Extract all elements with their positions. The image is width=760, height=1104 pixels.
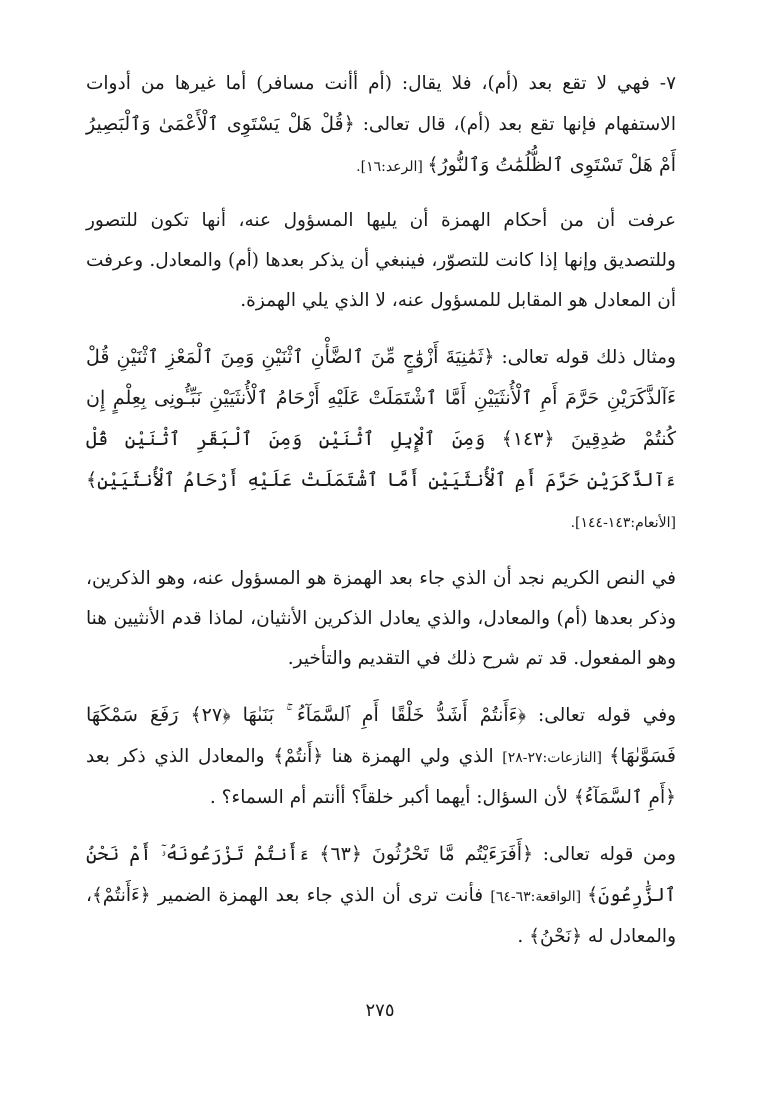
paragraph-5 [86, 695, 676, 818]
paragraph-5-text: وفي قوله تعالى: [526, 705, 677, 726]
paragraph-3-text: ومثال ذلك قوله تعالى: [494, 347, 676, 368]
paragraph-4 [86, 559, 676, 679]
paragraph-3-quran-verse: ﴿ثَمَٰنِيَةَ أَزْوَٰجٍ مِّنَ ٱلضَّأْنِ ٱثْنَيْنِ وَمِنَ ٱلْمَعْزِ ٱثْنَيْنِ قُلْ ءَآلذَّكَرَيْنِ حَرَّمَ أَمِ ٱلْأُنثَيَيْنِ أَمَّا ٱشْتَمَلَتْ عَلَيْهِ أَرْحَامُ ٱلْأُنثَيَيْنِ نَبِّـُٔونِى بِعِلْمٍ إِن كُنتُمْ صَٰدِقِينَ ﴿١٤٣﴾ وَمِنَ ٱلْإِبِلِ ٱثْنَيْنِ وَمِنَ ٱلْبَقَرِ ٱثْنَيْنِ قُلْ ءَآلذَّكَرَيْنِ حَرَّمَ أَمِ ٱلْأُنثَيَيْنِ أَمَّا ٱشْتَمَلَتْ عَلَيْهِ أَرْحَامُ ٱلْأُنثَيَيْنِ﴾ [86, 346, 676, 491]
paragraph-1 [86, 64, 676, 187]
paragraph-5-commentary: الذي ولي الهمزة هنا ﴿أَنتُمْ﴾ والمعادل الذي ذكر بعد ﴿أَمِ ٱلسَّمَآءُ﴾ لأن السؤال: أيهما أكبر خلقاً؟ أأنتم أم السماء؟ . [86, 746, 676, 808]
paragraph-6-quran-verse: ﴿أَفَرَءَيْتُم مَّا تَحْرُثُونَ ﴿٦٣﴾ ءَأَنتُمْ تَزْرَعُونَهُۥٓ أَمْ نَحْنُ ٱلزَّٰرِعُونَ﴾ [86, 843, 677, 906]
paragraph-4-text: في النص الكريم نجد أن الذي جاء بعد الهمزة هو المسؤول عنه، وهو الذكرين، وذكر بعدها (أم) والمعادل، والذي يعادل الذكرين الأنثيان، لماذا قدم الأنثيين هنا وهو المفعول. قد تم شرح ذلك في التقديم والتأخير. [86, 568, 676, 669]
paragraph-2 [86, 201, 676, 321]
page-number: ٢٧٥ [365, 1000, 395, 1021]
paragraph-3 [86, 337, 676, 543]
paragraph-1-citation: [الرعد:١٦]. [356, 159, 428, 175]
paragraph-5-quran-verse: ﴿ءَأَنتُمْ أَشَدُّ خَلْقًا أَمِ ٱلسَّمَآءُ ۚ بَنَىٰهَا ﴿٢٧﴾ رَفَعَ سَمْكَهَا فَسَوَّىٰهَا﴾ [86, 704, 676, 767]
paragraph-6-citation: [الواقعة:٦٣-٦٤] [490, 889, 587, 905]
page-body [86, 64, 676, 973]
paragraph-1-text: ٧- فهي لا تقع بعد (أم)، فلا يقال: (أم أأنت مسافر) أما غيرها من أدوات الاستفهام فإنها تقع بعد (أم)، قال تعالى: [86, 73, 676, 135]
paragraph-6 [86, 834, 676, 957]
paragraph-6-commentary: فأنت ترى أن الذي جاء بعد الهمزة الضمير ﴿ءَأَنتُمْ﴾، والمعادل له ﴿نَحْنُ﴾ . [86, 885, 676, 947]
paragraph-3-citation: [الأنعام:١٤٣-١٤٤]. [570, 515, 676, 531]
paragraph-6-text: ومن قوله تعالى: [533, 844, 676, 865]
paragraph-1-quran-verse: ﴿قُلْ هَلْ يَسْتَوِى ٱلْأَعْمَىٰ وَٱلْبَصِيرُ أَمْ هَلْ تَسْتَوِى ٱلظُّلُمَٰتُ وَٱلنُّورُ﴾ [86, 113, 676, 176]
paragraph-5-citation: [النازعات:٢٧-٢٨] [502, 750, 610, 766]
paragraph-2-text: عرفت أن من أحكام الهمزة أن يليها المسؤول عنه، أنها تكون للتصور وللتصديق وإنها إذا كانت للتصوّر، فينبغي أن يذكر بعدها (أم) والمعادل. وعرفت أن المعادل هو المقابل للمسؤول عنه، لا الذي يلي الهمزة. [86, 210, 676, 311]
